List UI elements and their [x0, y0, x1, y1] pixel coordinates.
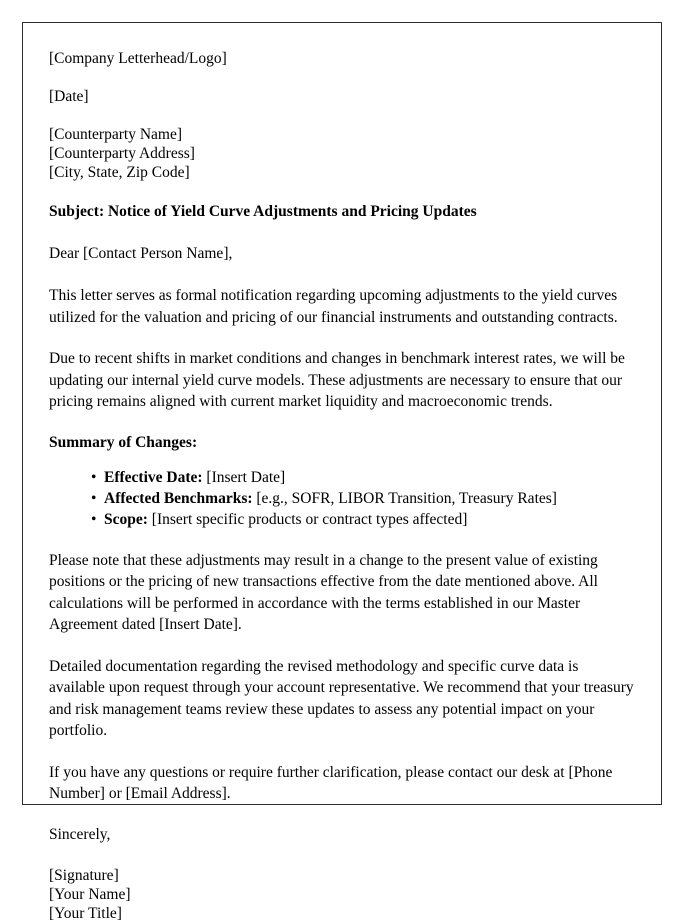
closing-salutation: Sincerely,	[49, 825, 111, 843]
paragraph-valuation-impact: Please note that these adjustments may result in a change to the present value of existing positions or the pricing of new transactions effective from the date mentioned above. All calculations will be performed in accordance with the terms established in our Master Agreement dated [Insert Date].	[49, 551, 598, 633]
bullet-label: Scope:	[104, 510, 148, 528]
recipient-address-block	[49, 125, 637, 182]
list-item	[91, 467, 637, 488]
counterparty-city-state-zip: [City, State, Zip Code]	[49, 164, 190, 181]
bullet-value: [e.g., SOFR, LIBOR Transition, Treasury Rates]	[256, 489, 557, 507]
list-item	[91, 509, 637, 530]
paragraph-intro: This letter serves as formal notification regarding upcoming adjustments to the yield curves utilized for the valuation and pricing of our financial instruments and outstanding contracts.	[49, 287, 618, 326]
bullet-value: [Insert specific products or contract types affected]	[151, 510, 468, 528]
list-item	[91, 488, 637, 509]
summary-of-changes-heading: Summary of Changes:	[49, 433, 198, 451]
counterparty-name: [Counterparty Name]	[49, 126, 182, 143]
document-body	[23, 23, 661, 923]
salutation: Dear [Contact Person Name],	[49, 245, 233, 262]
paragraph-contact: If you have any questions or require further clarification, please contact our desk at [Phone Number] or [Email Address].	[49, 763, 613, 802]
counterparty-address: [Counterparty Address]	[49, 145, 195, 162]
document-page	[22, 22, 662, 922]
bullet-label: Effective Date:	[104, 468, 203, 486]
bullet-value: [Insert Date]	[206, 468, 286, 486]
date-field: [Date]	[49, 88, 89, 105]
company-letterhead: [Company Letterhead/Logo]	[49, 50, 227, 67]
paragraph-rationale: Due to recent shifts in market conditions and changes in benchmark interest rates, we will be updating our internal yield curve models. These adjustments are necessary to ensure that our pricing remains aligned with current market liquidity and macroeconomic trends.	[49, 350, 625, 410]
subject-line: Subject: Notice of Yield Curve Adjustments and Pricing Updates	[49, 203, 477, 220]
paragraph-documentation: Detailed documentation regarding the revised methodology and specific curve data is available upon request through your account representative. We recommend that your treasury and risk management teams review these updates to assess any potential impact on your portfolio.	[49, 657, 634, 739]
sender-title: [Your Title]	[49, 904, 122, 922]
signature-placeholder: [Signature]	[49, 866, 119, 884]
signature-block	[49, 866, 637, 923]
sender-name: [Your Name]	[49, 885, 131, 903]
summary-of-changes-list	[49, 467, 637, 530]
bullet-label: Affected Benchmarks:	[104, 489, 253, 507]
